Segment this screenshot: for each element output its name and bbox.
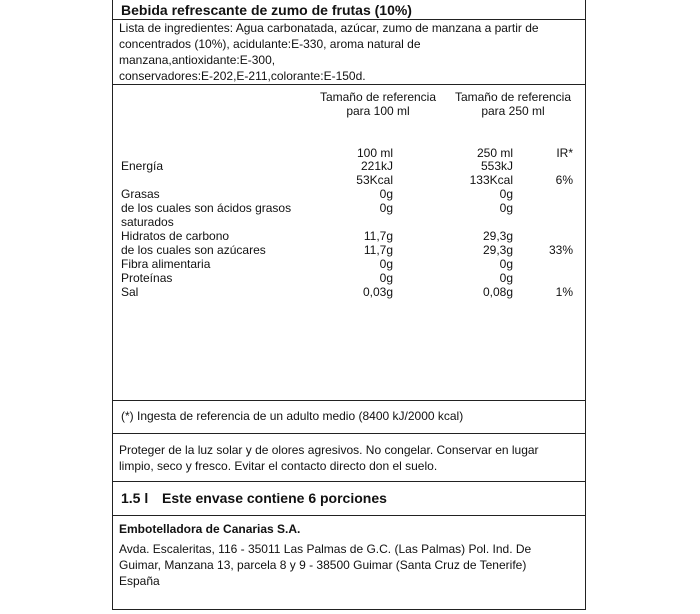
- ir-note: (*) Ingesta de referencia de un adulto medio (8400 kJ/2000 kcal): [121, 409, 464, 423]
- ir-percent: 6%: [555, 173, 573, 187]
- ingredients-line: Lista de ingredientes: Agua carbonatada, azúcar, zumo de manzana a partir de: [119, 21, 539, 35]
- value-250ml: 29,3g: [482, 243, 513, 257]
- company-info: [119, 521, 531, 589]
- col1-header: [308, 90, 448, 118]
- value-250ml: 0g: [499, 257, 513, 271]
- product-title: Bebida refrescante de zumo de frutas (10%): [121, 2, 412, 18]
- storage-line: Proteger de la luz solar y de olores agresivos. No congelar. Conservar en lugar: [119, 443, 539, 457]
- value-100ml: 221kJ: [360, 159, 393, 173]
- value-250ml: 0,08g: [482, 285, 513, 299]
- divider: [113, 84, 585, 85]
- nutrient-label: de los cuales son azúcares: [121, 243, 266, 257]
- nutrient-label: Fibra alimentaria: [121, 257, 211, 271]
- divider: [113, 400, 585, 401]
- address-line: Guimar, Manzana 13, parcela 8 y 9 - 38500 Guimar (Santa Cruz de Tenerife): [119, 558, 527, 572]
- ingredients-line: concentrados (10%), acidulante:E-330, aroma natural de: [119, 37, 421, 51]
- value-100ml: 11,7g: [363, 229, 393, 243]
- value-100ml: 0,03g: [362, 285, 393, 299]
- col1-unit: 100 ml: [356, 146, 393, 160]
- volume: 1.5 l: [121, 490, 149, 506]
- col2-header-line: Tamaño de referencia: [454, 90, 572, 104]
- ingredients-line: conservadores:E-202,E-211,colorante:E-150d.: [119, 69, 366, 83]
- value-100ml: 0g: [379, 257, 393, 271]
- portions: [121, 490, 387, 506]
- value-100ml: 53Kcal: [356, 173, 393, 187]
- storage-line: limpio, seco y fresco. Evitar el contacto directo don el suelo.: [119, 459, 438, 473]
- address-line: España: [119, 574, 160, 588]
- col1-header-line: para 100 ml: [346, 104, 410, 118]
- col1-header-line: Tamaño de referencia: [319, 90, 437, 104]
- value-250ml: 133Kcal: [469, 173, 513, 187]
- ingredients-line: manzana,antioxidante:E-300,: [119, 53, 276, 67]
- nutrient-label: Grasas: [121, 187, 160, 201]
- ingredients-list: [119, 20, 569, 84]
- value-250ml: 0g: [499, 187, 513, 201]
- value-250ml: 553kJ: [480, 159, 513, 173]
- storage-instructions: [119, 442, 539, 474]
- value-250ml: 0g: [499, 201, 513, 215]
- value-100ml: 0g: [379, 271, 393, 285]
- divider: [113, 481, 585, 482]
- divider: [113, 515, 585, 516]
- nutrient-label: Proteínas: [121, 271, 173, 285]
- col2-header-line: para 250 ml: [481, 104, 545, 118]
- nutrient-label: Sal: [121, 285, 139, 299]
- value-100ml: 0g: [379, 201, 393, 215]
- value-100ml: 11,7g: [363, 243, 393, 257]
- ir-percent: 1%: [555, 285, 573, 299]
- nutrition-label: [112, 0, 586, 610]
- divider: [113, 433, 585, 434]
- address-line: Avda. Escaleritas, 116 - 35011 Las Palmas de G.C. (Las Palmas) Pol. Ind. De: [119, 542, 532, 556]
- nutrient-label: de los cuales son ácidos grasos: [121, 201, 292, 215]
- ir-header: IR*: [556, 146, 573, 160]
- value-250ml: 0g: [499, 271, 513, 285]
- value-250ml: 29,3g: [482, 229, 513, 243]
- col2-header: [443, 90, 583, 118]
- col2-unit: 250 ml: [476, 146, 513, 160]
- nutrient-label: Energía: [121, 159, 164, 173]
- nutrient-label: saturados: [121, 215, 174, 229]
- company-name: Embotelladora de Canarias S.A.: [119, 522, 301, 536]
- portions-text: Este envase contiene 6 porciones: [162, 490, 387, 506]
- value-100ml: 0g: [379, 187, 393, 201]
- nutrient-label: Hidratos de carbono: [121, 229, 230, 243]
- ir-percent: 33%: [548, 243, 573, 257]
